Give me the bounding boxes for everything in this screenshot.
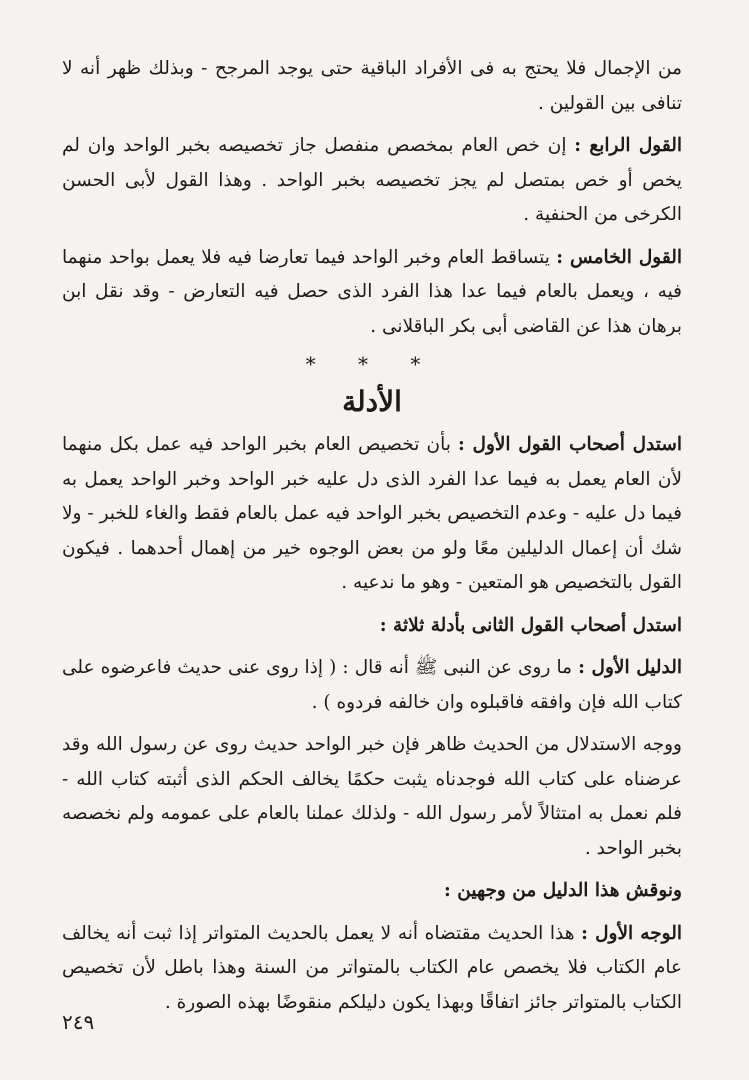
- second-opinion-heading: استدل أصحاب القول الثانى بأدلة ثلاثة :: [379, 614, 682, 636]
- section-title: الأدلة: [342, 385, 402, 418]
- first-proof-label: الدليل الأول :: [578, 657, 682, 678]
- first-evidence-text: بأن تخصيص العام بخبر الواحد فيه عمل بكل منهما لأن العام يعمل به فيما عدا الفرد الذى دل عليه خبر الواحد وخبر الواحد يعمل به فيما دل عليه - وعدم التخصيص بخبر الواحد فيه عمل بالعام فقط والغاء للخبر - ولا شك أن إعمال الدليلين معًا ولو من بعض الوجوه خير من إهمال أحدهما . فيكون القول بالتخصيص هو المتعين - وهو ما ندعيه .: [62, 434, 682, 593]
- first-proof-text: ما روى عن النبى ﷺ أنه قال : ( إذا روى عنى حديث فاعرضوه على كتاب الله فإن وافقه فاقبلوه وان خالفه فردوه ) .: [62, 657, 682, 713]
- section-separator: * * *: [305, 352, 439, 376]
- paragraph-fourth-opinion: [62, 129, 682, 233]
- paragraph-first-proof: [62, 651, 682, 720]
- discussion-heading: ونوقش هذا الدليل من وجهين :: [444, 880, 682, 901]
- paragraph-first-aspect: [62, 917, 682, 1021]
- fifth-opinion-text: يتساقط العام وخبر الواحد فيما تعارضا فيه فلا يعمل بواحد منهما فيه ، ويعمل بالعام فيما عدا هذا الفرد الذى حصل فيه التعارض - وقد نقل ابن برهان هذا عن القاضى أبى بكر الباقلانى .: [62, 246, 682, 337]
- first-evidence-label: استدل أصحاب القول الأول :: [457, 434, 682, 455]
- fourth-opinion-text: إن خص العام بمخصص منفصل جاز تخصيصه بخبر الواحد وان لم يخص أو خص بمتصل لم يجز تخصيصه بخبر الواحد . وهذا القول لأبى الحسن الكرخى من الحنفية .: [62, 135, 682, 225]
- fifth-opinion-label: القول الخامس :: [556, 246, 682, 268]
- paragraph-first-evidence: [62, 428, 682, 601]
- paragraph-fifth-opinion: [62, 241, 682, 345]
- first-aspect-text: هذا الحديث مقتضاه أنه لا يعمل بالحديث المتواتر إذا ثبت أنه يخالف عام الكتاب فلا يخصص عام الكتاب بالمتواتر من السنة وهذا باطل لأن تخصيص الكتاب بالمتواتر جائز اتفاقًا وبهذا يكون دليلكم منقوضًا بهذه الصورة .: [62, 922, 682, 1013]
- first-aspect-label: الوجه الأول :: [581, 922, 683, 944]
- proof-explanation-text: ووجه الاستدلال من الحديث ظاهر فإن خبر الواحد حديث روى عن رسول الله وقد عرضناه على كتاب الله فوجدناه يثبت حكمًا يخالف الحكم الذى أثبته كتاب الله - فلم نعمل به امتثالاً لأمر رسول الله - ولذلك عملنا بالعام على عمومه ولم نخصصه بخبر الواحد .: [62, 734, 682, 859]
- paragraph-intro: [62, 52, 682, 121]
- intro-text: من الإجمال فلا يحتج به فى الأفراد الباقية حتى يوجد المرجح - وبذلك ظهر أنه لا تنافى بين القولين .: [62, 58, 682, 114]
- fourth-opinion-label: القول الرابع :: [574, 135, 683, 156]
- page-body: [62, 52, 682, 1028]
- paragraph-proof-explanation: [62, 728, 682, 866]
- page-number: ٢٤٩: [62, 1010, 95, 1034]
